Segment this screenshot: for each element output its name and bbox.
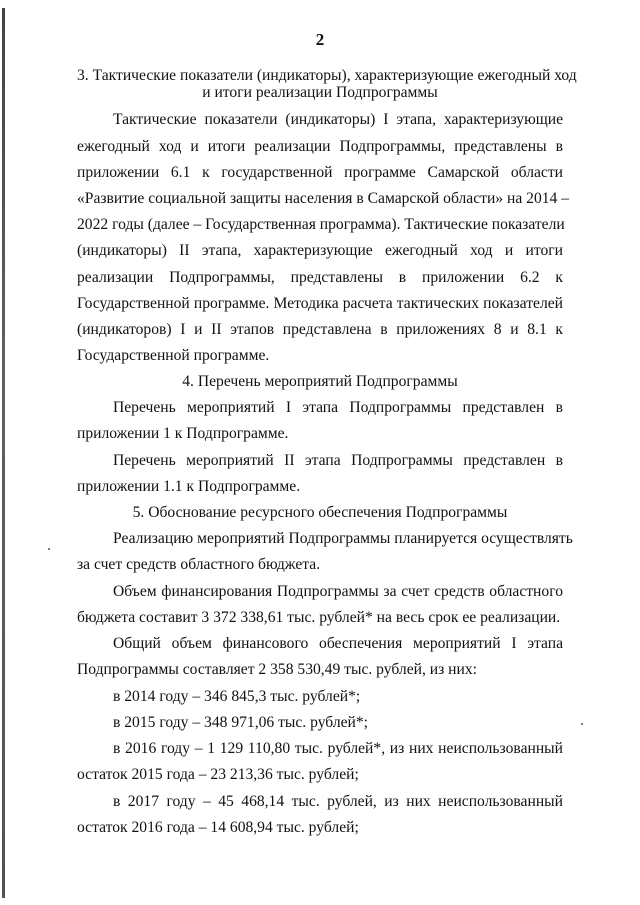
year-2017-amount: в 2017 году – 45 468,14 тыс. рублей, из них неиспользованный xyxy=(113,793,563,810)
year-2017-remainder: остаток 2016 года – 14 608,94 тыс. рублей; xyxy=(77,819,359,836)
section-5-paragraph-line: Подпрограммы составляет 2 358 530,49 тыс. рублей, из них: xyxy=(77,661,477,678)
page-left-edge-shadow xyxy=(2,8,5,898)
section-3-paragraph-line: «Развитие социальной защиты населения в Самарской области» на 2014 – xyxy=(77,190,570,207)
section-4-paragraph-line: Перечень мероприятий II этапа Подпрограммы представлен в xyxy=(113,452,563,469)
section-3-paragraph-line: (индикаторы) II этапа, характеризующие ежегодный ход и итоги xyxy=(77,242,563,259)
year-2014-amount: в 2014 году – 346 845,3 тыс. рублей*; xyxy=(113,688,361,705)
section-3-paragraph-line: (индикаторов) I и II этапов представлена в приложениях 8 и 8.1 к xyxy=(77,321,563,338)
year-2016-amount: в 2016 году – 1 129 110,80 тыс. рублей*, из них неиспользованный xyxy=(113,740,563,757)
section-5-paragraph-line: бюджета составит 3 372 338,61 тыс. рублей* на весь срок ее реализации. xyxy=(77,609,561,626)
section-3-paragraph-line: Государственной программе. Методика расчета тактических показателей xyxy=(77,295,563,312)
section-5-paragraph-line: Реализацию мероприятий Подпрограммы планируется осуществлять xyxy=(113,530,573,547)
year-2016-remainder: остаток 2015 года – 23 213,36 тыс. рублей; xyxy=(77,766,359,783)
section-4-paragraph-line: приложении 1.1 к Подпрограмме. xyxy=(77,478,301,495)
section-3-paragraph-line: приложении 6.1 к государственной программе Самарской области xyxy=(77,164,563,181)
scan-speck xyxy=(48,548,50,550)
section-5-paragraph-line: Общий объем финансового обеспечения мероприятий I этапа xyxy=(113,635,563,652)
section-5-paragraph-line: Объем финансирования Подпрограммы за счет средств областного xyxy=(113,583,563,600)
page-number: 2 xyxy=(315,30,325,49)
section-3-paragraph-line: 2022 годы (далее – Государственная программа). Тактические показатели xyxy=(77,216,565,233)
section-3-heading-line-1: 3. Тактические показатели (индикаторы), характеризующие ежегодный ход xyxy=(77,67,577,84)
section-3-heading-line-2: и итоги реализации Подпрограммы xyxy=(202,84,438,101)
section-4-heading: 4. Перечень мероприятий Подпрограммы xyxy=(182,373,458,390)
scan-speck xyxy=(581,723,583,725)
year-2015-amount: в 2015 году – 348 971,06 тыс. рублей*; xyxy=(113,714,369,731)
section-3-paragraph-line: реализации Подпрограммы, представлены в приложении 6.2 к xyxy=(77,269,563,286)
section-4-paragraph-line: Перечень мероприятий I этапа Подпрограммы представлен в xyxy=(113,399,563,416)
section-5-paragraph-line: за счет средств областного бюджета. xyxy=(77,556,321,573)
section-3-paragraph-line: ежегодный ход и итоги реализации Подпрограммы, представлены в xyxy=(77,138,563,155)
section-3-paragraph-line: Государственной программе. xyxy=(77,347,270,364)
section-4-paragraph-line: приложении 1 к Подпрограмме. xyxy=(77,425,289,442)
section-5-heading: 5. Обоснование ресурсного обеспечения Подпрограммы xyxy=(132,504,508,521)
section-3-paragraph-line: Тактические показатели (индикаторы) I этапа, характеризующие xyxy=(113,111,563,128)
